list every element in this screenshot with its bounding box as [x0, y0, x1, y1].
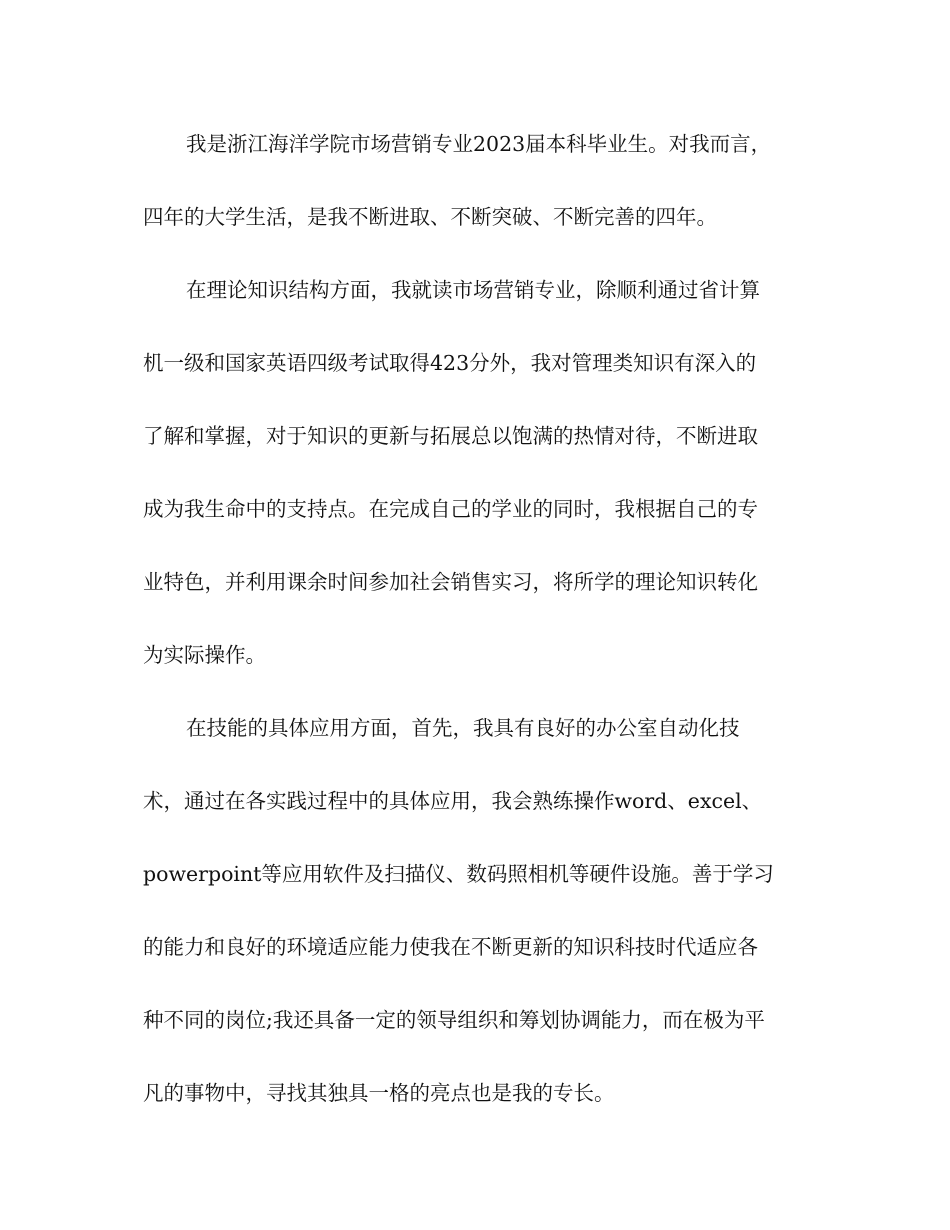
paragraph-1-line-2: 四年的大学生活，是我不断进取、不断突破、不断完善的四年。: [143, 205, 717, 229]
paragraph-2-line-2: 机一级和国家英语四级考试取得423分外，我对管理类知识有深入的: [143, 351, 757, 375]
paragraph-1-line-1: 我是浙江海洋学院市场营销专业2023届本科毕业生。对我而言，: [186, 132, 772, 156]
paragraph-2-line-4: 成为我生命中的支持点。在完成自己的学业的同时，我根据自己的专: [143, 497, 758, 521]
paragraph-2-line-1: 在理论知识结构方面，我就读市场营销专业，除顺利通过省计算: [186, 278, 760, 302]
paragraph-2-line-3: 了解和掌握，对于知识的更新与拓展总以饱满的热情对待，不断进取: [143, 424, 758, 448]
paragraph-3-line-1: 在技能的具体应用方面，首先，我具有良好的办公室自动化技: [186, 716, 740, 740]
paragraph-3-line-5: 种不同的岗位;我还具备一定的领导组织和筹划协调能力，而在极为平: [143, 1008, 765, 1032]
paragraph-2-line-5: 业特色，并利用课余时间参加社会销售实习，将所学的理论知识转化: [143, 570, 758, 594]
paragraph-2-line-6: 为实际操作。: [143, 643, 266, 667]
paragraph-3-line-6: 凡的事物中，寻找其独具一格的亮点也是我的专长。: [143, 1081, 615, 1105]
paragraph-3-line-3: powerpoint等应用软件及扫描仪、数码照相机等硬件设施。善于学习: [143, 862, 774, 886]
paragraph-3-line-4: 的能力和良好的环境适应能力使我在不断更新的知识科技时代适应各: [143, 935, 758, 959]
paragraph-3-line-2: 术，通过在各实践过程中的具体应用，我会熟练操作word、excel、: [143, 789, 763, 813]
document-body: [143, 122, 823, 1144]
